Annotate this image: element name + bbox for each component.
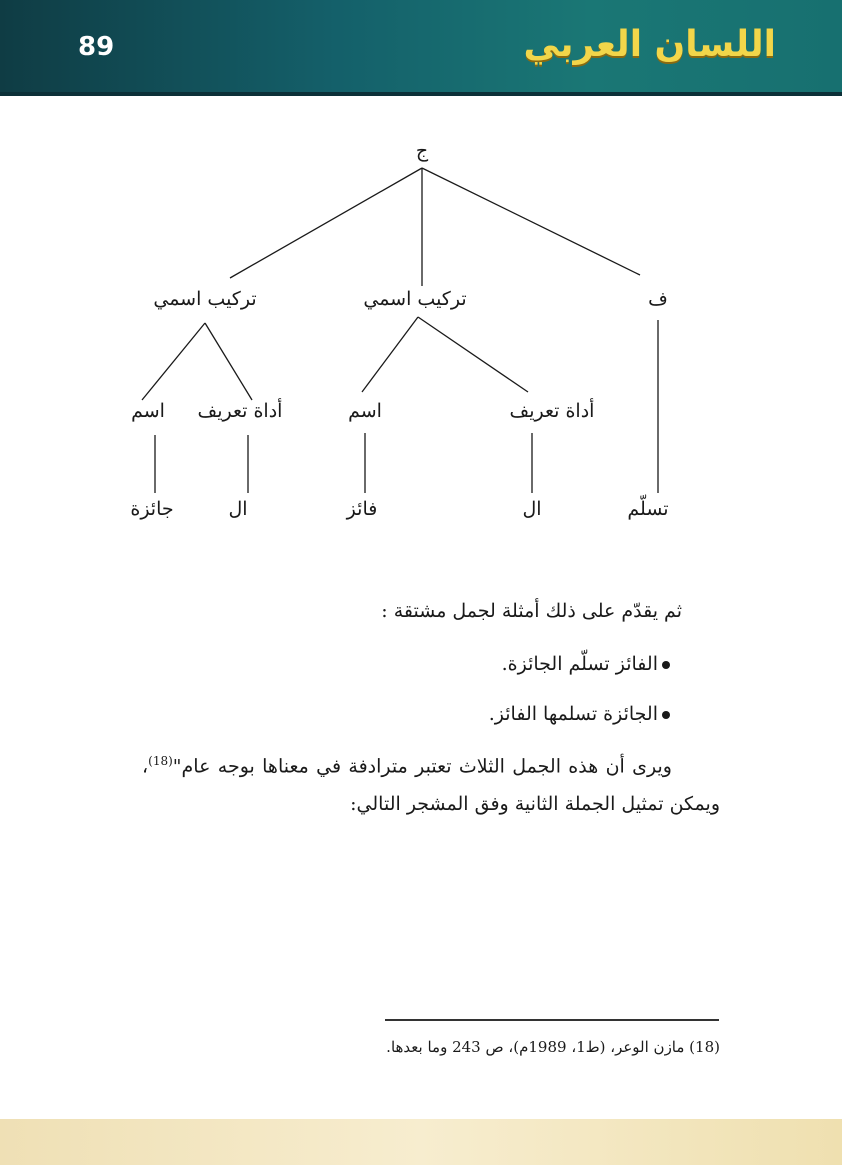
- paragraph-line-1: [142, 754, 672, 778]
- bullet-icon: [662, 711, 670, 719]
- branch-left-article: [205, 323, 252, 400]
- bullet-item: [502, 653, 670, 676]
- tree-root: ج: [415, 140, 429, 162]
- tree-node-middle-phrase: تركيب اسمي: [363, 288, 467, 310]
- tree-leaf-verb: تسلّم: [627, 498, 669, 520]
- branch-middle-noun: [362, 317, 418, 392]
- footnote-divider: [385, 1019, 719, 1021]
- bullet-item: [489, 703, 670, 726]
- tree-node-verb-category: ف: [648, 288, 668, 310]
- paragraph-text: ويرى أن هذه الجمل الثلاث تعتبر مترادفة في معناها بوجه عام": [172, 755, 672, 778]
- tree-node-left-phrase: تركيب اسمي: [153, 288, 257, 310]
- journal-logo: اللسان العربي: [523, 24, 776, 65]
- tree-node-middle-article: أداة تعريف: [509, 400, 595, 422]
- bullet-text: الجائزة تسلمها الفائز.: [488, 703, 658, 725]
- tree-leaf-left-article: ال: [228, 498, 248, 520]
- page-footer-band: [0, 1119, 842, 1165]
- tree-leaf-middle-article: ال: [522, 498, 542, 520]
- page-header: [0, 0, 842, 96]
- branch-root-left: [230, 168, 422, 278]
- branch-root-right: [422, 168, 640, 275]
- tree-branches: [0, 130, 842, 540]
- bullet-icon: [662, 661, 670, 669]
- tree-node-middle-noun: اسم: [348, 400, 382, 422]
- syntax-tree: [0, 130, 842, 540]
- tree-node-left-noun: اسم: [131, 400, 165, 422]
- intro-text: ثم يقدّم على ذلك أمثلة لجمل مشتقة :: [381, 600, 682, 622]
- footnote-text: (18) مازن الوعر، (ط1، 1989م)، ص 243 وما بعدها.: [386, 1038, 720, 1056]
- paragraph-line-2: ويمكن تمثيل الجملة الثانية وفق المشجر التالي:: [350, 793, 720, 815]
- paragraph-comma: ،: [142, 755, 149, 778]
- footnote-reference: (18): [148, 754, 173, 768]
- page-number: 89: [78, 32, 115, 62]
- tree-leaf-middle-noun: فائز: [346, 498, 378, 520]
- bullet-text: الفائز تسلّم الجائزة.: [501, 653, 658, 675]
- branch-middle-article: [418, 317, 528, 392]
- tree-node-left-article: أداة تعريف: [197, 400, 283, 422]
- tree-leaf-left-noun: جائزة: [130, 498, 174, 520]
- branch-left-noun: [142, 323, 205, 400]
